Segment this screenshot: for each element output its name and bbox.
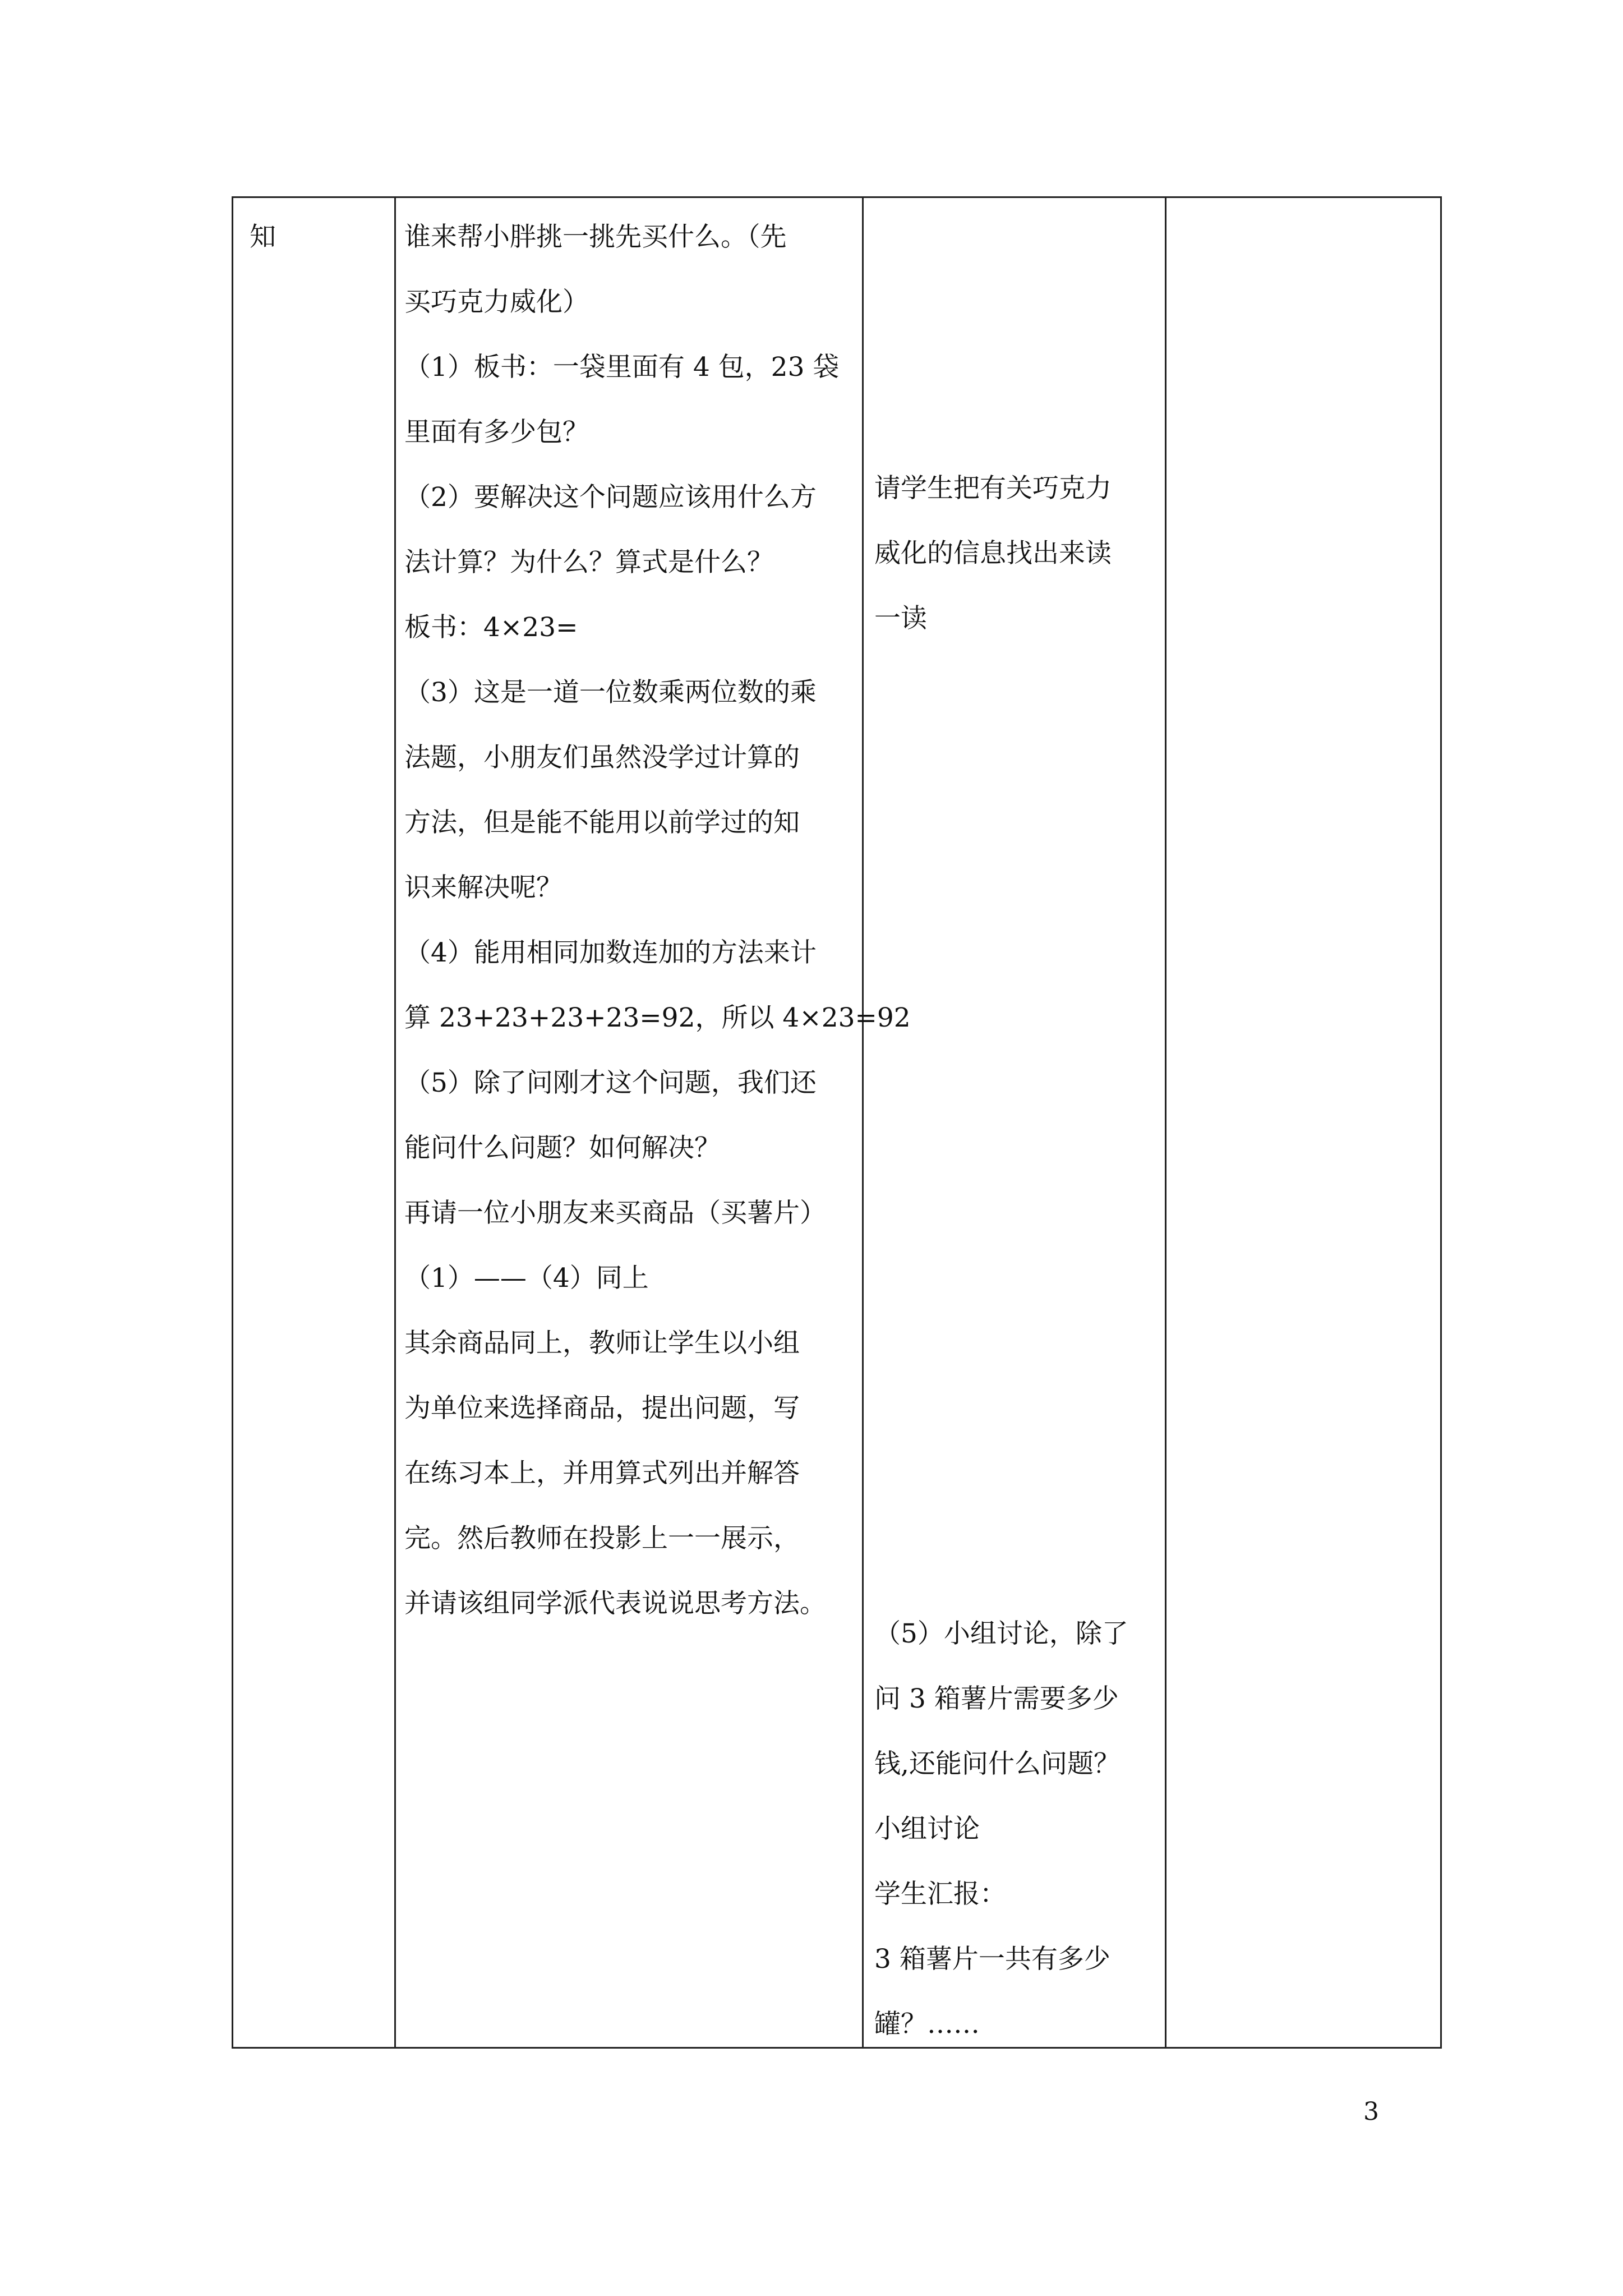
text-line: 知	[250, 222, 276, 252]
text-line: 完。然后教师在投影上一一展示，	[404, 1523, 800, 1554]
text-line: 识来解决呢？	[404, 872, 562, 903]
text-line: 一读	[874, 603, 927, 634]
student-activity-text-top	[874, 456, 1112, 651]
text-line: （5）除了问刚才这个问题，我们还	[404, 1068, 817, 1098]
text-line: 法题，小朋友们虽然没学过计算的	[404, 742, 800, 773]
text-line: 为单位来选择商品，提出问题，写	[404, 1393, 800, 1424]
text-line: （5）小组讨论，除了	[874, 1618, 1128, 1649]
text-line: 谁来帮小胖挑一挑先买什么。（先	[404, 222, 787, 252]
text-line: （1）——（4）同上	[404, 1263, 649, 1294]
stage-column-text	[250, 205, 276, 270]
column-divider-3	[1165, 198, 1166, 2047]
text-line: 方法，但是能不能用以前学过的知	[404, 807, 800, 838]
text-line: 板书：4×23=	[404, 612, 578, 643]
text-line: 其余商品同上，教师让学生以小组	[404, 1328, 800, 1359]
text-line: 问 3 箱薯片需要多少	[874, 1683, 1119, 1714]
column-divider-1	[394, 198, 396, 2047]
student-activity-text-bottom	[874, 1602, 1128, 2057]
text-line: 学生汇报：	[874, 1879, 1006, 1910]
text-line: （1）板书：一袋里面有 4 包，23 袋	[404, 352, 840, 383]
text-line: 在练习本上，并用算式列出并解答	[404, 1458, 800, 1489]
text-line: 小组讨论	[874, 1814, 980, 1844]
text-line: （3）这是一道一位数乘两位数的乘	[404, 677, 817, 708]
text-line: 再请一位小朋友来买商品（买薯片）	[404, 1198, 826, 1228]
teacher-activity-text	[404, 205, 911, 1636]
text-line: 法计算？为什么？算式是什么？	[404, 547, 773, 578]
text-line: （4）能用相同加数连加的方法来计	[404, 937, 817, 968]
page-number: 3	[1363, 2097, 1379, 2126]
text-line: 买巧克力威化）	[404, 287, 589, 318]
text-line: 钱,还能问什么问题？	[874, 1749, 1120, 1779]
text-line: 里面有多少包？	[404, 417, 589, 448]
text-line: 能问什么问题？如何解决？	[404, 1133, 721, 1163]
text-line: 罐？……	[874, 2009, 980, 2040]
text-line: 威化的信息找出来读	[874, 538, 1112, 569]
text-line: 请学生把有关巧克力	[874, 473, 1112, 504]
text-line: 并请该组同学派代表说说思考方法。	[404, 1588, 826, 1619]
text-line: 算 23+23+23+23=92，所以 4×23=92	[404, 1002, 911, 1033]
text-line: （2）要解决这个问题应该用什么方	[404, 482, 817, 513]
lesson-plan-table	[232, 196, 1442, 2049]
text-line: 3 箱薯片一共有多少	[874, 1944, 1110, 1975]
